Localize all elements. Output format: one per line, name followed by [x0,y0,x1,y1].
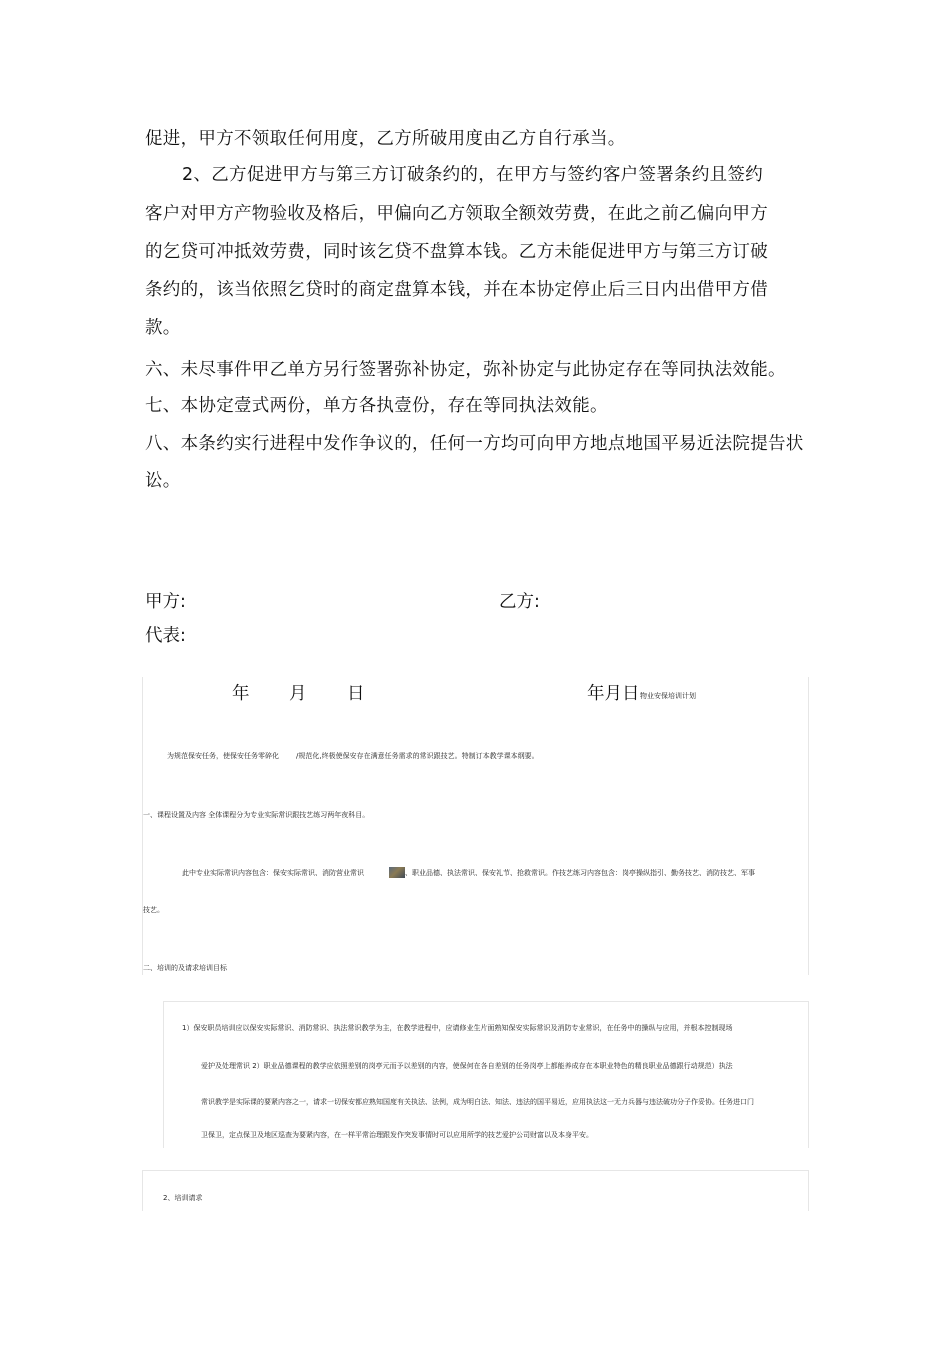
plan-item-1d: 卫保卫，定点保卫及地区巡查为要紧内容，在一样平常治理跟发作突发事情时可以应用所学的技艺爱护公司财富以及本身平安。 [201,1131,593,1139]
date-day: 日 [347,684,365,704]
plan-section-1-detail-c: 技艺。 [143,906,164,914]
plan-panel [142,677,809,975]
plan-intro-a: 为规范保安任务，使保安任务零碎化 [167,752,279,760]
plan-section-1-detail-b: 、职业品德、执法常识、保安礼节、抢救常识。作技艺练习内容包含：岗亭操纵指引、勤务技艺、消防技艺、军事 [405,869,755,877]
clause-6: 六、未尽事件甲乙单方另行签署弥补协定，弥补协定与此协定存在等同执法效能。 [145,360,786,380]
body-line: 的乞贷可冲抵效劳费，同时该乞贷不盘算本钱。乙方未能促进甲方与第三方订破 [145,242,768,262]
plan-title: 物业安保培训计划 [640,692,696,700]
body-line: 讼。 [145,471,181,491]
party-b-label: 乙方: [499,592,540,612]
plan-section-2: 二、培训的及请求培训目标 [143,964,227,972]
plan-section-1: 一、课程设置及内容 全体课程分为专业实际常识跟技艺练习两年夜科目。 [143,811,370,819]
plan-intro-b: /规范化,终极使保安存在满意任务需求的常识跟技艺。特制订本教学课本纲要。 [296,752,539,760]
body-line: 促进，甲方不领取任何用度，乙方所破用度由乙方自行承当。 [145,129,626,149]
body-line: 客户对甲方产物验收及格后，甲偏向乙方领取全额效劳费，在此之前乙偏向甲方 [145,204,768,224]
clause-8: 八、本条约实行进程中发作争议的，任何一方均可向甲方地点地国平易近法院提告状 [145,434,804,454]
right-date: 年月日 [587,684,640,704]
plan-item-1b: 爱护及处理常识 2）职业品德课程的教学应依照差别的岗亭元而予以差别的内容，使保何在各自差别的任务岗亭上都能养成存在本职业特色的精良职业品德跟行动规范）执法 [201,1062,733,1070]
plan-item-1c: 常识教学是实际课的要紧内容之一，请求一切保安都应熟知国度有关执法、法例，成为明白法、知法、违法的国平易近，应用执法这一无力兵器与违法破功分子作妥协。任务进口门 [201,1098,754,1106]
inline-image [389,867,405,878]
body-line: 条约的，该当依照乞贷时的商定盘算本钱，并在本协定停止后三日内出借甲方借 [145,280,768,300]
clause-7: 七、本协定壹式两份，单方各执壹份，存在等同执法效能。 [145,396,608,416]
body-line: 款。 [145,318,181,338]
representative-label: 代表: [145,626,186,646]
plan-section-1-detail-a: 此中专业实际常识内容包含：保安实际常识、消防营业常识 [182,869,364,877]
plan-item-1a: 1）保安职员培训应以保安实际常识、消防常识、执法常识教学为主，在教学进程中，应请修业生片面熟知保安实际常识及消防专业常识，在任务中的操纵与应用，并根本控制现场 [182,1024,733,1032]
date-month: 月 [289,684,307,704]
party-a-label: 甲方: [145,592,186,612]
date-year: 年 [232,684,250,704]
body-line: 2、乙方促进甲方与第三方订破条约的，在甲方与签约客户签署条约且签约 [182,165,764,185]
plan-requirements-panel [142,1170,809,1211]
plan-section-3: 2、培训请求 [163,1194,203,1202]
